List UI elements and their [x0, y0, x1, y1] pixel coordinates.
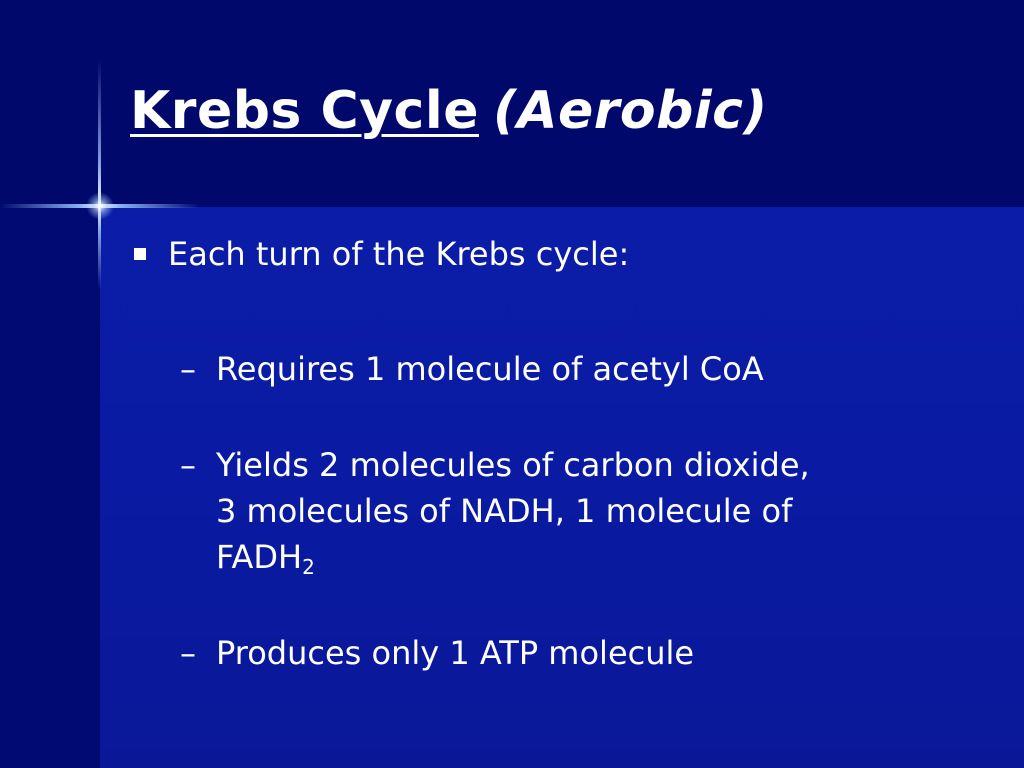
light-flare-glow	[86, 192, 114, 220]
dash-marker: –	[180, 634, 196, 672]
sub-item-text: Produces only 1 ATP molecule	[216, 634, 695, 672]
dash-marker: –	[180, 446, 196, 484]
sub-item-text-line-2: 3 molecules of NADH, 1 molecule of	[216, 492, 793, 530]
light-flare-vertical	[98, 60, 101, 290]
bullet-text: Each turn of the Krebs cycle:	[168, 235, 630, 273]
sub-item-text-line-3	[180, 534, 810, 590]
fadh-subscript: 2	[302, 555, 315, 579]
dash-marker: –	[180, 350, 196, 388]
left-strip	[0, 207, 100, 768]
square-bullet-icon	[134, 248, 146, 260]
slide-title	[130, 80, 768, 142]
sub-item-text-line-1: Yields 2 molecules of carbon dioxide,	[216, 446, 810, 484]
sub-item-produces	[180, 630, 694, 676]
sub-item-text: Requires 1 molecule of acetyl CoA	[216, 350, 764, 388]
title-subtitle: (Aerobic)	[492, 81, 768, 141]
sub-item-requires	[180, 346, 764, 392]
bullet-item	[134, 232, 629, 276]
title-main: Krebs Cycle	[130, 81, 479, 141]
sub-item-yields	[180, 442, 810, 590]
fadh-formula: FADH	[216, 538, 303, 576]
